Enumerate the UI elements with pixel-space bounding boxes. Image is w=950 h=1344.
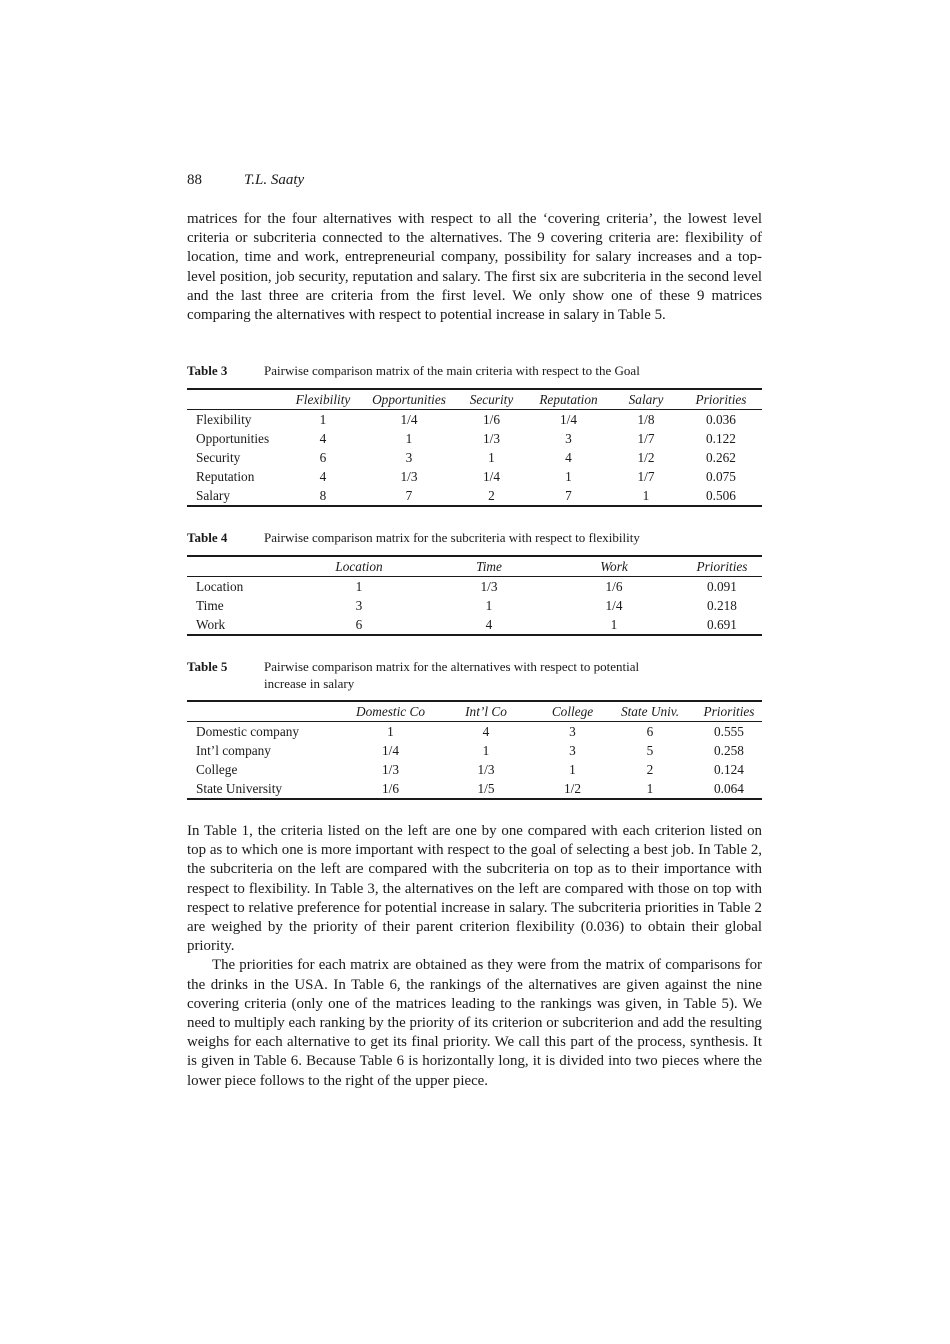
table-cell: 1 xyxy=(482,742,490,758)
table-row xyxy=(187,760,762,779)
table-row xyxy=(187,596,762,615)
table3-col-header: Security xyxy=(458,389,525,410)
table-cell: 4 xyxy=(319,430,327,446)
table-cell: 1/6 xyxy=(483,411,500,427)
row-label: State University xyxy=(187,779,350,799)
table-cell: 0.091 xyxy=(707,578,737,594)
table-cell: 1 xyxy=(355,578,363,594)
table4 xyxy=(187,555,762,636)
table3 xyxy=(187,388,762,507)
row-label: Salary xyxy=(187,486,286,506)
row-label: Location xyxy=(196,578,244,594)
table3-col-header xyxy=(187,389,286,410)
row-label: Work xyxy=(187,615,286,635)
table4-col-header: Priorities xyxy=(682,556,762,577)
table-cell: 4 xyxy=(319,468,327,484)
table3-label: Table 3 xyxy=(187,363,228,378)
intro-paragraph: matrices for the four alternatives with respect to all the ‘covering criteria’, the lowest level criteria or subcriteria connected to the alternatives. The 9 covering criteria are: flexibility of location, time and work, entrepreneurial company, possibility for salary increases and a top-level position, job security, reputation and salary. The first six are subcriteria in the second level and the last three are criteria from the first level. We only show one of these 9 matrices comparing the alternatives with respect to potential increase in salary in Table 5. xyxy=(187,211,762,324)
table3-col-header: Salary xyxy=(612,389,680,410)
table-row xyxy=(187,577,762,597)
table4-col-header: Time xyxy=(432,556,546,577)
running-author: T.L. Saaty xyxy=(244,172,305,188)
intro-paragraph-block xyxy=(187,210,762,325)
table-row xyxy=(187,779,762,799)
paragraph: The priorities for each matrix are obtained as they were from the matrix of comparisons for the drinks in the USA. In Table 6, the rankings of the alternatives are given against the nine covering criteria (only one of the matrices leading to the rankings was given, in Table 5). We need to multiply each ranking by the priority of its criterion or subcriterion and add the resulting weighs for each alternative to get its final priority. We call this part of the process, synthesis. It is given in Table 6. Because Table 6 is horizontally long, it is divided into two pieces where the lower piece follows to the right of the upper piece. xyxy=(187,957,762,1089)
table-cell: 1 xyxy=(319,411,327,427)
table-cell: 1/3 xyxy=(480,578,498,594)
table5-col-header: State Univ. xyxy=(604,701,696,722)
table-row xyxy=(187,429,762,448)
table-cell: 1 xyxy=(565,468,572,484)
table-cell: 3 xyxy=(569,723,576,739)
table-cell: 1/8 xyxy=(637,411,655,427)
table-cell: 0.506 xyxy=(680,486,762,506)
table-cell: 0.691 xyxy=(682,615,762,635)
table-cell: 1/3 xyxy=(400,468,418,484)
table-row xyxy=(187,410,762,430)
table3-col-header: Priorities xyxy=(680,389,762,410)
table-cell: 1/2 xyxy=(541,779,604,799)
table-row xyxy=(187,741,762,760)
table-cell: 3 xyxy=(565,430,572,446)
table-cell: 0.075 xyxy=(706,468,736,484)
table-row xyxy=(187,467,762,486)
table-cell: 0.064 xyxy=(696,779,762,799)
table-cell: 2 xyxy=(458,486,525,506)
table-row xyxy=(187,486,762,506)
table-cell: 1/2 xyxy=(637,449,655,465)
row-label: Opportunities xyxy=(196,430,270,446)
table-cell: 1/4 xyxy=(400,411,418,427)
table-cell: 0.555 xyxy=(714,723,744,739)
table3-col-header: Reputation xyxy=(525,389,612,410)
table5-header-row xyxy=(187,701,762,722)
table3-col-header: Opportunities xyxy=(360,389,458,410)
table4-header-row xyxy=(187,556,762,577)
table-row xyxy=(187,448,762,467)
table3-col-header: Flexibility xyxy=(286,389,360,410)
row-label: Time xyxy=(196,597,224,613)
table5-col-header xyxy=(187,701,350,722)
table4-label: Table 4 xyxy=(187,530,228,545)
table-cell: 1/4 xyxy=(483,468,500,484)
table-cell: 0.218 xyxy=(707,597,737,613)
body-paragraphs xyxy=(187,822,762,1091)
table-cell: 1/5 xyxy=(431,779,541,799)
table3-caption xyxy=(187,362,762,379)
row-label: Security xyxy=(196,449,241,465)
table4-col-header: Location xyxy=(286,556,432,577)
table3-header-row xyxy=(187,389,762,410)
table-cell: 4 xyxy=(432,615,546,635)
table-cell: 1 xyxy=(387,723,394,739)
table-row xyxy=(187,722,762,742)
row-label: Domestic company xyxy=(196,723,300,739)
table5-col-header: College xyxy=(541,701,604,722)
table-cell: 1/7 xyxy=(637,430,655,446)
table5-label: Table 5 xyxy=(187,659,228,674)
table-cell: 5 xyxy=(646,742,654,758)
row-label: Reputation xyxy=(196,468,255,484)
table5-caption-text: Pairwise comparison matrix for the alternatives with respect to potential increase in salary xyxy=(264,659,640,691)
table-cell: 3 xyxy=(405,449,413,465)
table-cell: 6 xyxy=(319,449,327,465)
table4-col-header xyxy=(187,556,286,577)
table3-caption-text: Pairwise comparison matrix of the main criteria with respect to the Goal xyxy=(264,363,640,378)
table-cell: 1/3 xyxy=(382,761,399,777)
table-cell: 1/3 xyxy=(483,430,500,446)
table5-col-header: Domestic Co xyxy=(350,701,431,722)
page-number: 88 xyxy=(187,172,202,188)
table-cell: 6 xyxy=(286,615,432,635)
table-cell: 0.262 xyxy=(706,449,736,465)
running-header xyxy=(187,172,304,189)
table-cell: 8 xyxy=(286,486,360,506)
table-cell: 0.036 xyxy=(706,411,736,427)
table-cell: 1 xyxy=(604,779,696,799)
table-cell: 1 xyxy=(488,449,495,465)
table-cell: 1/4 xyxy=(382,742,399,758)
table-cell: 7 xyxy=(525,486,612,506)
table-cell: 1/3 xyxy=(477,761,495,777)
table-cell: 1 xyxy=(569,761,576,777)
table-row xyxy=(187,615,762,635)
table-cell: 1 xyxy=(612,486,680,506)
table-cell: 2 xyxy=(646,761,654,777)
table-cell: 1 xyxy=(485,597,493,613)
table-cell: 1/7 xyxy=(637,468,655,484)
row-label: College xyxy=(196,761,238,777)
row-label: Flexibility xyxy=(196,411,252,427)
row-label: Int’l company xyxy=(196,742,271,758)
table-cell: 4 xyxy=(565,449,572,465)
table-cell: 6 xyxy=(646,723,654,739)
table5-col-header: Int’l Co xyxy=(431,701,541,722)
table4-caption xyxy=(187,529,762,546)
table-cell: 0.124 xyxy=(714,761,744,777)
table-cell: 1 xyxy=(405,430,413,446)
table-cell: 4 xyxy=(482,723,490,739)
table-cell: 3 xyxy=(569,742,576,758)
table-cell: 1/6 xyxy=(605,578,623,594)
table-cell: 1/4 xyxy=(605,597,623,613)
table-cell: 7 xyxy=(360,486,458,506)
table5-caption xyxy=(187,658,762,692)
table-cell: 3 xyxy=(355,597,363,613)
table-cell: 0.258 xyxy=(714,742,744,758)
table-cell: 1 xyxy=(546,615,682,635)
table-cell: 1/4 xyxy=(560,411,577,427)
table4-col-header: Work xyxy=(546,556,682,577)
table5-col-header: Priorities xyxy=(696,701,762,722)
paragraph: In Table 1, the criteria listed on the left are one by one compared with each criterion listed on top as to which one is more important with respect to the goal of selecting a best job. In Table 2, the subcriteria on the left are compared with the subcriteria on top as to their importance with respect to flexibility. In Table 3, the alternatives on the left are compared with those on top with respect to relative preference for potential increase in salary. The subcriteria priorities in Table 2 are weighed by the priority of their parent criterion flexibility (0.036) to obtain their global priority. xyxy=(187,823,762,955)
table5 xyxy=(187,700,762,800)
table-cell: 1/6 xyxy=(350,779,431,799)
table-cell: 0.122 xyxy=(706,430,736,446)
table4-caption-text: Pairwise comparison matrix for the subcriteria with respect to flexibility xyxy=(264,530,640,545)
